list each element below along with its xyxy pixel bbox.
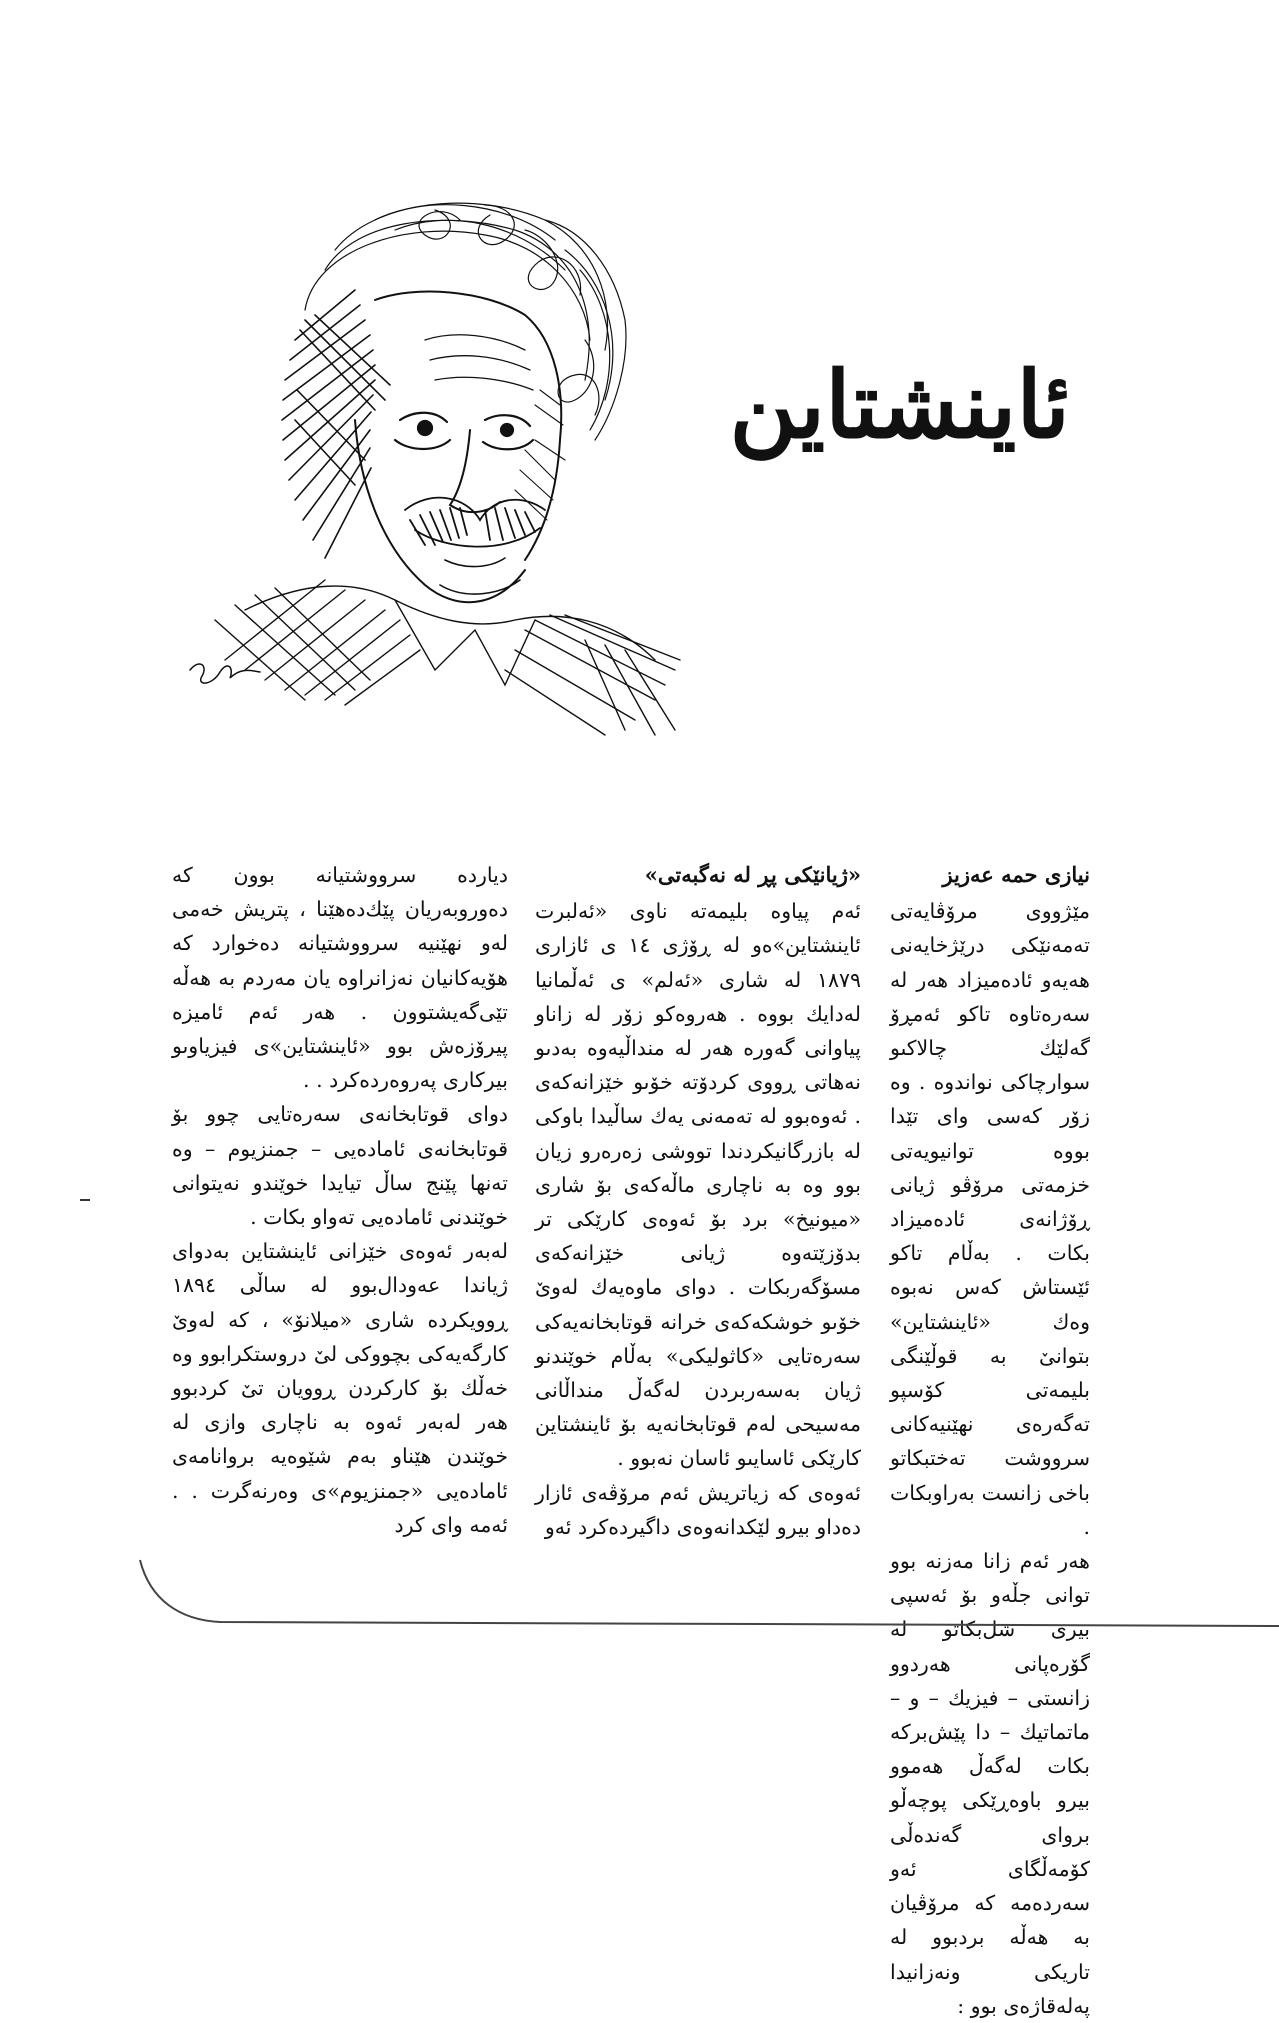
- paragraph: مێژووى مرۆڤايەتى تەمەنێكى درێژخايەنى هەيەو ئادەميزاد هەر لە سەرەتاوە تاكو ئەمڕۆ گەلێك چالاكىو سوارچاكى نواندوه . وه زۆر كەسى واى تێدا بووه توانيويەتى خزمەتى مرۆڤو ژيانى ڕۆژانەى ئادەميزاد بكات . بەڵام تاكو ئێستاش كەس نەبوە وەك «ئاينشتاين» بتوانىٚ بە قوڵێنگى بليمەتى كۆسپو تەگەرەى نهێنيەكانى سرووشت تەختبكاتو باخى زانست بەراوبكات .: [890, 899, 1090, 1539]
- paragraph: ئەم پياوە بليمەتە ناوى «ئەلبرت ئاينشتاين»ەو لە ڕۆژى ١٤ ى ئازارى ١٨٧٩ لە شارى «ئەلم» ى ئەڵمانيا لەدايك بووه . هەروەكو زۆر لە زاناو پياوانى گەورە هەر لە منداڵيەوه بەدىو نەهاتى ڕووى كردۆتە خۆىو خێزانەكەى . ئەوەبوو لە تەمەنى يەك ساڵيدا باوكى لە بازرگانيكردندا تووشى زەرەرو زيان بوو وه بە ناچارى ماڵەكەى بۆ شارى «ميونيخ» برد بۆ ئەوەى كارێكى تر بدۆزێتەوه ژيانى خێزانەكەى مسۆگەربكات . دواى ماوەيەك لەوىٚ خۆىو خوشكەكەى خرانە قوتابخانەيەكى سەرەتايى «كاثوليكى» بەڵام خوێندنو ژيان بەسەربردن لەگەڵ منداڵانى مەسيحى لەم قوتابخانەيە بۆ ئاينشتاين كارێكى ئاسايىو ئاسان نەبوو .: [535, 899, 861, 1471]
- portrait-illustration: [185, 190, 715, 750]
- paragraph: هەر ئەم زانا مەزنە بوو توانى جڵەو بۆ ئەسپى بيرى شل‌بكاتو لە گۆرەپانى هەردوو زانستى – فيزيك – و – ماتماتيك – دا پێش‌بركە بكات لەگەڵ هەموو بيرو باوەڕێكى پوچەڵو برواى گەندەڵى كۆمەڵگاى ئەو سەردەمە كە مرۆڤيان بە هەڵە بردبوو لە تاريكى ونەزانيدا پەلەقاژەى بوو :: [890, 1549, 1090, 2018]
- article-title: ئاينشتاين: [729, 351, 1070, 459]
- section-heading: «ژيانێكى پڕ لە نەگبەتى»: [644, 862, 861, 887]
- paragraph: ئەوەى كە زياتريش ئەم مرۆڤەى ئازار دەداو بيرو لێكدانەوەى داگيردەكرد ئەو: [535, 1480, 861, 1539]
- einstein-portrait-sketch: [185, 190, 715, 750]
- text-column-left: [172, 858, 508, 1542]
- author-byline: نيازى حمه عەزيز: [942, 862, 1090, 887]
- text-column-right: [890, 858, 1090, 2023]
- paragraph: ديارده سرووشتيانە بوون كە دەوروبەريان پێك‌دەهێنا ، پتريش خەمى لەو نهێنيە سرووشتيانە دەخوارد كە هۆيەكانيان نەزانراوه يان مەردم بە هەڵە تێى‌گەيشتوون . هەر ئەم ئاميزە پيرۆزەش بوو «ئاينشتاين»ى فيزياوىو بيركارى پەروەردەكرد . .: [172, 863, 508, 1093]
- text-column-middle: [535, 858, 861, 1544]
- paragraph: دواى قوتابخانەى سەرەتايى چوو بۆ قوتابخانەى ئامادەيى – جمنزيوم – وه تەنها پێنج ساڵ تيايدا خوێندو نەيتوانى خوێندنى ئامادەيى تەواو بكات .: [172, 1102, 508, 1230]
- paragraph: لەبەر ئەوەى خێزانى ئاينشتاين بەدواى ژياندا عەودال‌بوو لە ساڵى ١٨٩٤ ڕوويكردە شارى «ميلانۆ» ، كە لەوىٚ كارگەيەكى بچووكى لىٚ دروستكرابوو وه خەڵك بۆ كاركردن ڕوويان تىٚ كردبوو هەر لەبەر ئەوه بە ناچارى وازى لە خوێندن هێناو بەم شێوەيە بروانامەى ئامادەيى «جمنزيوم»ى وەرنەگرت . . ئەمە واى كرد: [172, 1239, 508, 1537]
